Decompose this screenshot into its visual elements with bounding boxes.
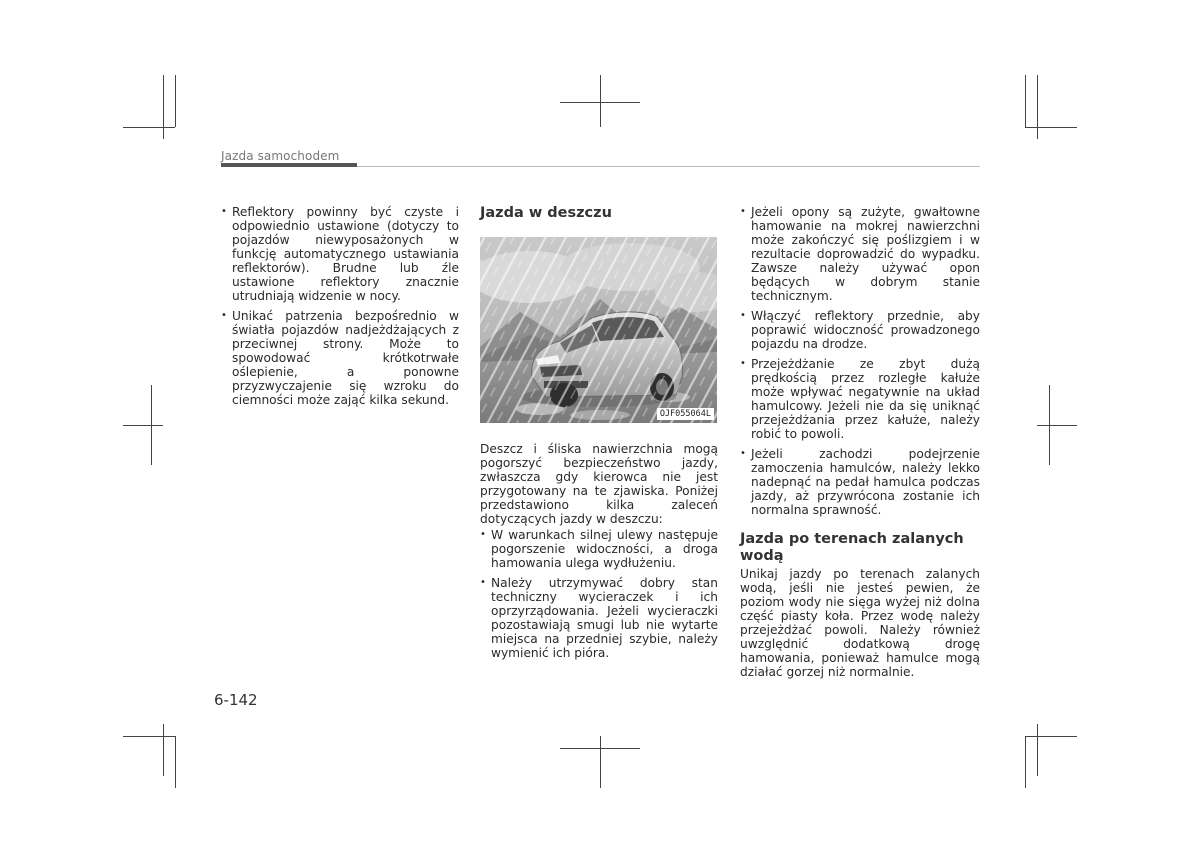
crop-mark	[163, 724, 164, 776]
column-3	[740, 205, 980, 681]
list-item: • Unikać patrzenia bezpośrednio w światła pojazdów nadjeżdżających z przeciwnej strony. Może to spowodować krótkotrwałe oślepienie, a ponowne przyzwyczajenie się wzroku do ciemności może zająć kilka sekund.	[221, 309, 459, 407]
column-1	[221, 205, 459, 413]
intro-paragraph: Deszcz i śliska nawierzchnia mogą pogorszyć bezpieczeństwo jazdy, zwłaszcza gdy kierowca nie jest przygotowany na te zjawiska. Poniżej przedstawiono kilka zaleceń dotyczących jazdy w deszczu:	[480, 442, 718, 526]
list-item: • Włączyć reflektory przednie, aby poprawić widoczność prowadzonego pojazdu na drodze.	[740, 309, 980, 351]
car-in-rain-image	[480, 237, 717, 423]
crop-mark	[1025, 75, 1026, 127]
flooded-paragraph: Unikaj jazdy po terenach zalanych wodą, jeśli nie jesteś pewien, że poziom wody nie sięga wyżej niż dolna część piasty koła. Przez wodę należy przejeżdżać powoli. Należy również uwzględnić dodatkową drogę hamowania, ponieważ hamulce mogą działać gorzej niż normalnie.	[740, 567, 980, 679]
page-number: 6-142	[214, 691, 258, 709]
list-item: • Jeżeli opony są zużyte, gwałtowne hamowanie na mokrej nawierzchni może zakończyć się poślizgiem i w rezultacie doprowadzić do wypadku. Zawsze należy używać opon będących w dobrym stanie technicznym.	[740, 205, 980, 303]
crop-mark	[1025, 127, 1077, 128]
column-2	[480, 205, 718, 666]
image-code: OJF055064L	[657, 408, 714, 420]
crop-mark	[123, 127, 175, 128]
bullet-list	[480, 528, 718, 660]
crop-mark	[175, 75, 176, 127]
rain-driving-illustration	[480, 237, 717, 423]
header-rule	[357, 166, 980, 167]
crop-mark	[1037, 75, 1038, 139]
crop-mark	[1025, 736, 1026, 788]
bullet-list	[221, 205, 459, 407]
crop-mark	[151, 385, 152, 465]
list-item: • W warunkach silnej ulewy następuje pogorszenie widoczności, a droga hamowania ulega wydłużeniu.	[480, 528, 718, 570]
crop-mark	[1049, 385, 1050, 465]
crop-mark	[163, 75, 164, 139]
section-heading-flooded: Jazda po terenach zalanych wodą	[740, 531, 964, 564]
crop-mark	[1025, 736, 1077, 737]
header-bar	[221, 163, 357, 167]
crop-mark	[175, 736, 176, 788]
list-item: • Należy utrzymywać dobry stan techniczny wycieraczek i ich oprzyrządowania. Jeżeli wycieraczki pozostawiają smugi lub nie wytarte miejsca na przedniej szybie, należy wymienić ich pióra.	[480, 576, 718, 660]
crop-mark	[123, 425, 163, 426]
list-item: • Jeżeli zachodzi podejrzenie zamoczenia hamulców, należy lekko nadepnąć na pedał hamulca podczas jazdy, aż przywrócona zostanie ich normalna sprawność.	[740, 447, 980, 517]
crop-mark	[1037, 724, 1038, 776]
list-item: • Przejeżdżanie ze zbyt dużą prędkością przez rozległe kałuże może wpływać negatywnie na układ hamulcowy. Jeżeli nie da się uniknąć przejeżdżania przez kałuże, należy robić to powoli.	[740, 357, 980, 441]
crop-mark	[600, 75, 601, 127]
list-item: • Reflektory powinny być czyste i odpowiednio ustawione (dotyczy to pojazdów niewyposażonych w funkcję automatycznego ustawiania reflektorów). Brudne lub źle ustawione reflektory znacznie utrudniają widzenie w nocy.	[221, 205, 459, 303]
crop-mark	[1037, 425, 1077, 426]
section-heading-rain: Jazda w deszczu	[480, 205, 612, 221]
bullet-list	[740, 205, 980, 517]
crop-mark	[600, 736, 601, 788]
crop-mark	[123, 736, 175, 737]
section-header: Jazda samochodem	[221, 149, 340, 163]
